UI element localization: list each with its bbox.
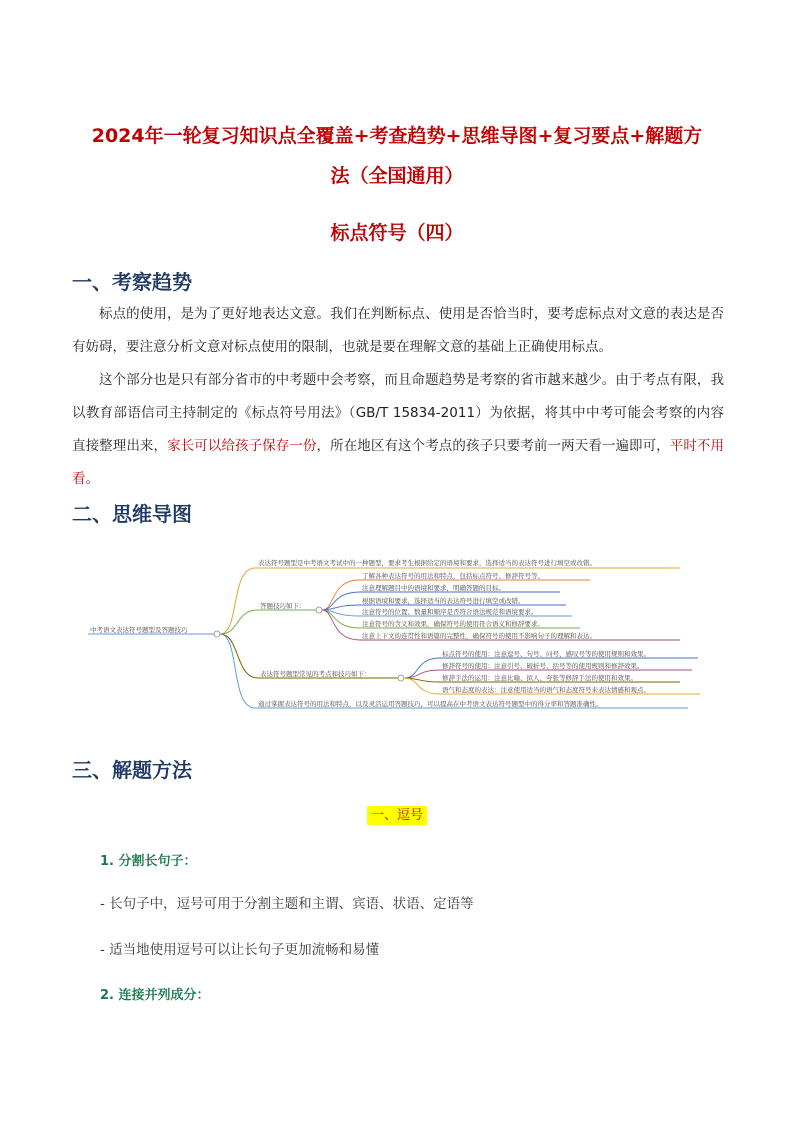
section-heading-methods: 三、解题方法 xyxy=(72,758,192,782)
paragraph-trend-2-text-a: 这个部分也是只有部分省市的中考题中会考察，而且命题趋势是考察的省市越来越少。由于考点有限，我以教育部语信司主持制定的《标点符号用法》（GB/T 15834-2011）为依据，将其中中考可能会考察的内容直接整理出来， xyxy=(72,372,724,454)
mindmap-branch-conclusion: 通过掌握表达符号的用法和特点，以及灵活运用答题技巧，可以提高在中考语文表达符号题型中的得分率和答题准确性。 xyxy=(258,700,603,708)
mindmap-branch-common-points: 表达符号题型常见的考点和技巧如下： xyxy=(260,670,371,678)
paragraph-trend-2-text-c: 。 xyxy=(85,471,99,487)
method-subheading-2: 2. 连接并列成分： xyxy=(100,988,210,1003)
paragraph-trend-2-highlight-2: 平时不用看 xyxy=(72,438,725,487)
section-heading-mindmap: 二、思维导图 xyxy=(72,502,192,526)
method-tag-label: 一、逗号 xyxy=(367,806,427,825)
mindmap-point-4: 语气和态度的表达：注意使用适当的语气和态度符号来表达情感和观点。 xyxy=(442,686,650,694)
paragraph-trend-1: 标点的使用，是为了更好地表达文意。我们在判断标点、使用是否恰当时，要考虑标点对文意的表达是否有妨碍，要注意分析文意对标点使用的限制，也就是要在理解文意的基础上正确使用标点。 xyxy=(72,306,724,355)
method-tag xyxy=(0,804,794,823)
mindmap-technique-1: 了解各种表达符号的用法和特点，包括标点符号、修辞符号等。 xyxy=(362,572,544,580)
mindmap-technique-2: 注意理解题目中的语境和要求，明确答题的目标。 xyxy=(362,584,505,592)
paragraph-trend-2-highlight-1: 家长可以给孩子保存一份 xyxy=(167,438,317,454)
mindmap-technique-3: 根据语境和要求，选择适当的表达符号进行填空或改错。 xyxy=(362,597,525,605)
mindmap-point-2: 修辞符号的使用：注意引号、破折号、括号等的使用规则和修辞效果。 xyxy=(442,662,644,670)
mindmap-technique-6: 注意上下文的连贯性和语篇的完整性，确保符号的使用不影响句子的理解和表达。 xyxy=(362,632,596,640)
method-bullet-2: - 适当地使用逗号可以让长句子更加流畅和易懂 xyxy=(100,942,380,958)
mindmap-technique-5: 注意符号的含义和效果，确保符号的使用符合语义和修辞要求。 xyxy=(362,620,544,628)
mind-map xyxy=(80,550,720,720)
mindmap-point-1: 标点符号的使用：注意逗号、句号、问号、感叹号等的使用规则和效果。 xyxy=(442,650,650,658)
mindmap-technique-4: 注意符号的位置、数量和顺序是否符合语法规范和语境要求。 xyxy=(362,608,538,616)
paragraph-trend-2-text-b: ，所在地区有这个考点的孩子只要考前一两天看一遍即可， xyxy=(316,438,670,454)
paragraph-trend-2 xyxy=(72,364,724,496)
method-subheading-1: 1. 分割长句子： xyxy=(100,854,197,869)
section-heading-trend: 一、考察趋势 xyxy=(72,270,192,294)
mindmap-root: 中考语文表达符号题型及答题技巧 xyxy=(90,626,188,634)
document-title-line-2: 法（全国通用） xyxy=(330,165,464,187)
mindmap-branch-definition: 表达符号题型是中考语文考试中的一种题型，要求考生根据给定的语境和要求，选择适当的表达符号进行填空或改错。 xyxy=(258,559,596,567)
method-bullet-1: - 长句子中，逗号可用于分割主题和主谓、宾语、状语、定语等 xyxy=(100,896,474,912)
document-title-line-1: 2024年一轮复习知识点全覆盖+考查趋势+思维导图+复习要点+解题方 xyxy=(91,125,703,147)
mindmap-point-3: 修辞手法的运用：注意比喻、拟人、夸张等修辞手法的使用和效果。 xyxy=(442,674,637,682)
mindmap-branch-techniques: 答题技巧如下： xyxy=(260,602,306,610)
document-subtitle: 标点符号（四） xyxy=(330,222,464,244)
